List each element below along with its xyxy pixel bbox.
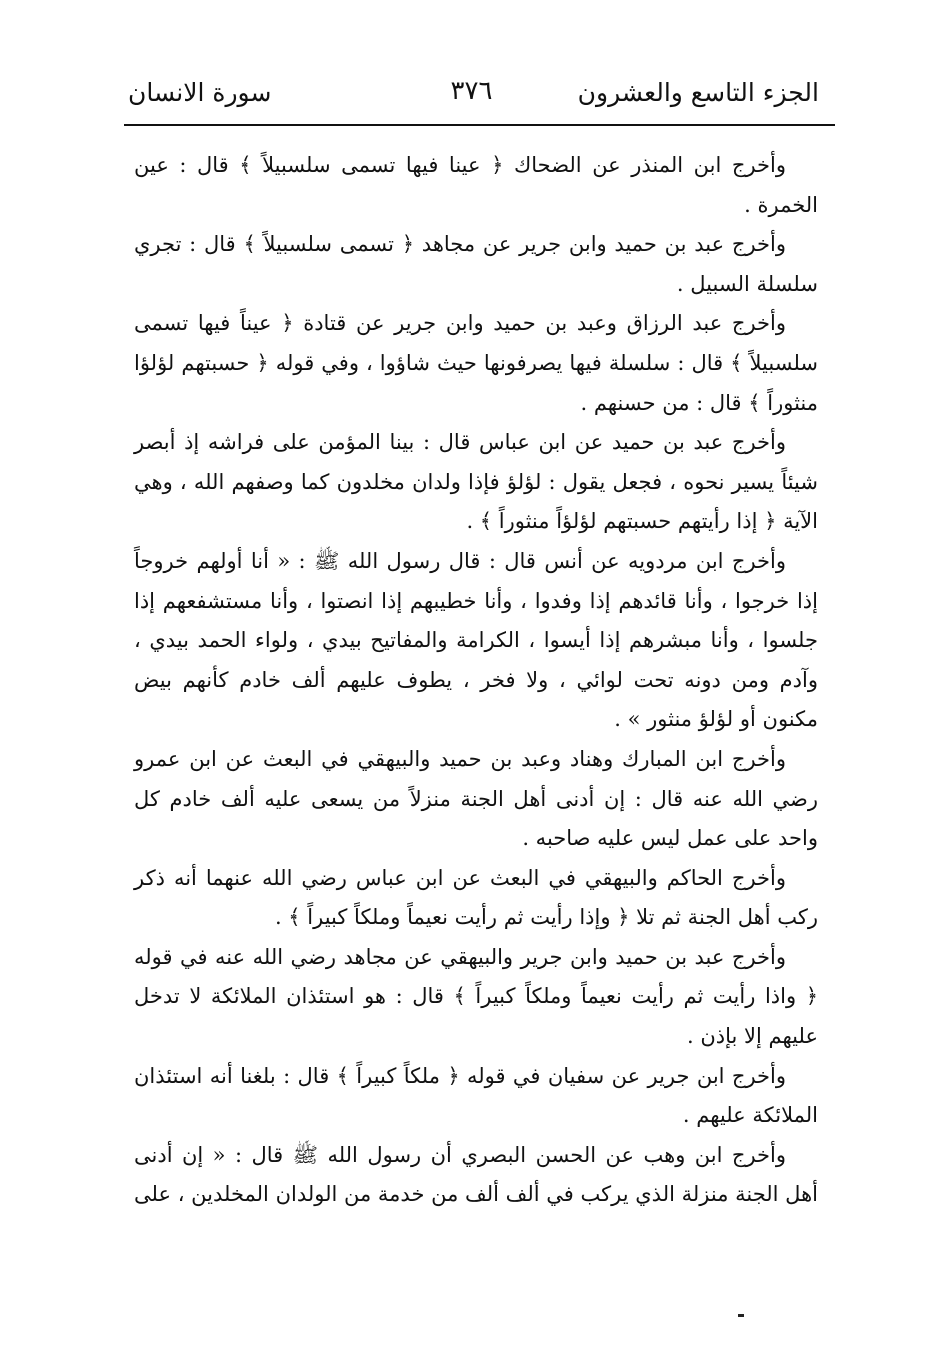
part-title: الجزء التاسع والعشرون xyxy=(577,78,819,107)
paragraph: وأخرج ابن جرير عن سفيان في قوله ﴿ ملكاً كبيراً ﴾ قال : بلغنا أنه استئذان الملائكة عليهم . xyxy=(134,1063,818,1128)
paragraph: وأخرج ابن المنذر عن الضحاك ﴿ عينا فيها تسمى سلسبيلاً ﴾ قال : عين الخمرة . xyxy=(134,153,818,217)
paragraph: وأخرج ابن مردويه عن أنس قال : قال رسول الله ﷺ : « أنا أولهم خروجاً إذا خرجوا ، وأنا قائدهم إذا وفدوا ، وأنا خطيبهم إذا انصتوا ، وأنا مستشفعهم إذا جلسوا ، وأنا مبشرهم إذا أيسوا ، الكرامة والمفاتيح بيدي ، ولواء الحمد بيدي ، وآدم ومن دونه تحت لوائي ، ولا فخر ، يطوف عليهم ألف خادم كأنهم بيض مكنون أو لؤلؤ منثور » . xyxy=(134,548,818,732)
paragraph: وأخرج عبد بن حميد عن ابن عباس قال : بينا المؤمن على فراشه إذ أبصر شيئاً يسير نحوه ، فجعل يقول : لؤلؤ فإذا ولدان مخلدون كما وصفهم الله ، وهي الآية ﴿ إذا رأيتهم حسبتهم لؤلؤاً منثوراً ﴾ . xyxy=(134,430,818,534)
page-header xyxy=(124,70,819,122)
paragraph: وأخرج ابن وهب عن الحسن البصري أن رسول الله ﷺ قال : « إن أدنى أهل الجنة منزلة الذي يركب في ألف ألف من خدمة من الولدان المخلدين ، على xyxy=(134,1142,818,1207)
paragraph: وأخرج ابن المبارك وهناد وعبد بن حميد والبيهقي في البعث عن ابن عمرو رضي الله عنه قال : إن أدنى أهل الجنة منزلاً من يسعى عليه ألف خادم كل واحد على عمل ليس عليه صاحبه . xyxy=(134,746,818,851)
page-body xyxy=(134,146,818,1215)
footer-mark xyxy=(738,1314,744,1317)
surah-title: سورة الانسان xyxy=(128,78,272,107)
paragraph: وأخرج عبد بن حميد وابن جرير عن مجاهد ﴿ تسمى سلسبيلاً ﴾ قال : تجري سلسلة السبيل . xyxy=(134,232,818,296)
paragraph: وأخرج عبد الرزاق وعبد بن حميد وابن جرير عن قتادة ﴿ عيناً فيها تسمى سلسبيلاً ﴾ قال : سلسلة فيها يصرفونها حيث شاؤوا ، وفي قوله ﴿ حسبتهم لؤلؤا منثوراً ﴾ قال : من حسنهم . xyxy=(134,311,818,415)
header-divider xyxy=(124,124,835,126)
page-number: ٣٧٦ xyxy=(450,76,493,106)
paragraph: وأخرج عبد بن حميد وابن جرير والبيهقي عن مجاهد رضي الله عنه في قوله ﴿ واذا رأيت ثم رأيت نعيماً وملكاً كبيراً ﴾ قال : هو استئذان الملائكة لا تدخل عليهم إلا بإذن . xyxy=(134,944,818,1049)
paragraph: وأخرج الحاكم والبيهقي في البعث عن ابن عباس رضي الله عنهما أنه ذكر ركب أهل الجنة ثم تلا ﴿ وإذا رأيت ثم رأيت نعيماً وملكاً كبيراً ﴾ . xyxy=(134,865,818,930)
